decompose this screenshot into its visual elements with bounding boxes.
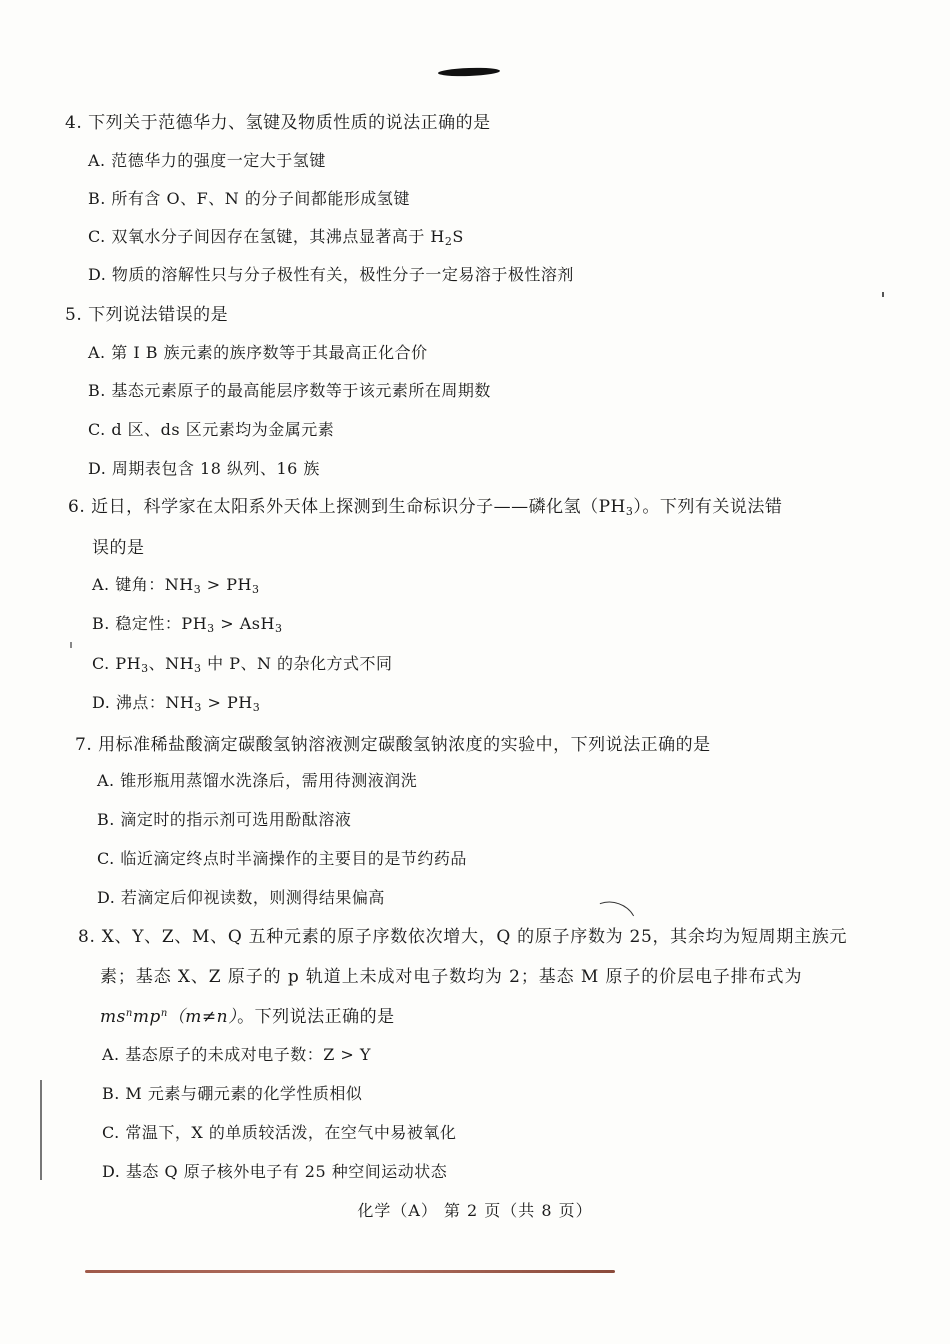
q8-option-c: C. 常温下，X 的单质较活泼，在空气中易被氧化 <box>102 1123 457 1142</box>
q4-option-c-text: C. 双氧水分子间因存在氢键，其沸点显著高于 H <box>88 227 445 246</box>
q7-option-d: D. 若滴定后仰视读数，则测得结果偏高 <box>97 888 385 907</box>
q8-stem-line2: 素；基态 X、Z 原子的 p 轨道上未成对电子数均为 2；基态 M 原子的价层电子排布式为 <box>100 967 803 987</box>
q4-option-d: D. 物质的溶解性只与分子极性有关，极性分子一定易溶于极性溶剂 <box>88 265 574 284</box>
q8-option-a: A. 基态原子的未成对电子数：Z > Y <box>102 1045 371 1064</box>
q6-option-c <box>92 651 393 674</box>
subscript: 3 <box>141 662 149 675</box>
q7-option-b: B. 滴定时的指示剂可选用酚酞溶液 <box>97 810 352 829</box>
q6-option-d <box>92 690 260 713</box>
q4-option-c-tail: S <box>452 227 464 246</box>
subscript: 3 <box>194 662 202 675</box>
q5-option-c: C. d 区、ds 区元素均为金属元素 <box>88 420 335 439</box>
q6-option-a <box>92 572 259 595</box>
q6-stem-line1 <box>68 492 782 517</box>
q6-stem-tail: ）。下列有关说法错 <box>633 497 783 517</box>
superscript: n <box>160 1008 168 1019</box>
subscript: 3 <box>625 505 634 518</box>
subscript: 3 <box>207 622 215 635</box>
q4-option-b: B. 所有含 O、F、N 的分子间都能形成氢键 <box>88 189 410 208</box>
subscript: 3 <box>274 622 283 635</box>
q6-option-b <box>92 611 282 634</box>
subscript: 3 <box>252 701 261 714</box>
scan-artifact-dot <box>882 292 884 297</box>
q6-a-text: A. 键角：NH <box>92 575 194 594</box>
q5-option-d: D. 周期表包含 18 纵列、16 族 <box>88 459 320 478</box>
q6-a-mid: > PH <box>201 575 252 594</box>
subscript: 2 <box>444 235 453 248</box>
bottom-rule <box>85 1270 615 1273</box>
formula-mp: mp <box>132 1007 161 1027</box>
q6-d-text: D. 沸点：NH <box>92 693 195 712</box>
scan-artifact-dot-left <box>70 642 72 648</box>
superscript: n <box>125 1008 133 1019</box>
subscript: 3 <box>251 583 260 596</box>
q6-b-mid: > AsH <box>214 614 275 633</box>
formula-condition: （m≠n） <box>167 1007 238 1027</box>
q6-b-text: B. 稳定性：PH <box>92 614 208 633</box>
q4-option-c <box>88 224 464 247</box>
subscript: 3 <box>193 583 202 596</box>
q5-option-a: A. 第 I B 族元素的族序数等于其最高正化合价 <box>88 343 428 362</box>
q7-stem: 7. 用标准稀盐酸滴定碳酸氢钠溶液测定碳酸氢钠浓度的实验中，下列说法正确的是 <box>75 735 711 755</box>
q6-stem-line2: 误的是 <box>92 538 145 558</box>
q6-c-mid: 、NH <box>148 654 195 673</box>
q7-option-a: A. 锥形瓶用蒸馏水洗涤后，需用待测液润洗 <box>97 771 418 790</box>
formula-ms: ms <box>100 1007 126 1027</box>
q7-option-c: C. 临近滴定终点时半滴操作的主要目的是节约药品 <box>97 849 467 868</box>
q8-stem-line1: 8. X、Y、Z、M、Q 五种元素的原子序数依次增大，Q 的原子序数为 25，其余均为短周期主族元 <box>78 927 848 947</box>
q4-stem: 4. 下列关于范德华力、氢键及物质性质的说法正确的是 <box>65 113 491 133</box>
q6-d-mid: > PH <box>201 693 253 712</box>
scan-artifact-left-line <box>40 1080 42 1180</box>
page-footer: 化学（A） 第 2 页（共 8 页） <box>357 1201 593 1220</box>
q6-stem-text: 6. 近日，科学家在太阳系外天体上探测到生命标识分子——磷化氢（PH <box>68 497 626 517</box>
q8-option-d: D. 基态 Q 原子核外电子有 25 种空间运动状态 <box>102 1162 448 1181</box>
q6-c-text: C. PH <box>92 654 142 673</box>
q4-option-a: A. 范德华力的强度一定大于氢键 <box>88 151 326 170</box>
q6-c-tail: 中 P、N 的杂化方式不同 <box>201 654 393 673</box>
q8-stem-line3 <box>100 1002 395 1027</box>
q5-option-b: B. 基态元素原子的最高能层序数等于该元素所在周期数 <box>88 381 491 400</box>
q8-stem-tail: 。下列说法正确的是 <box>237 1007 395 1027</box>
q8-option-b: B. M 元素与硼元素的化学性质相似 <box>102 1084 363 1103</box>
q5-stem: 5. 下列说法错误的是 <box>65 305 229 325</box>
subscript: 3 <box>194 701 202 714</box>
scan-artifact-top <box>438 67 500 77</box>
